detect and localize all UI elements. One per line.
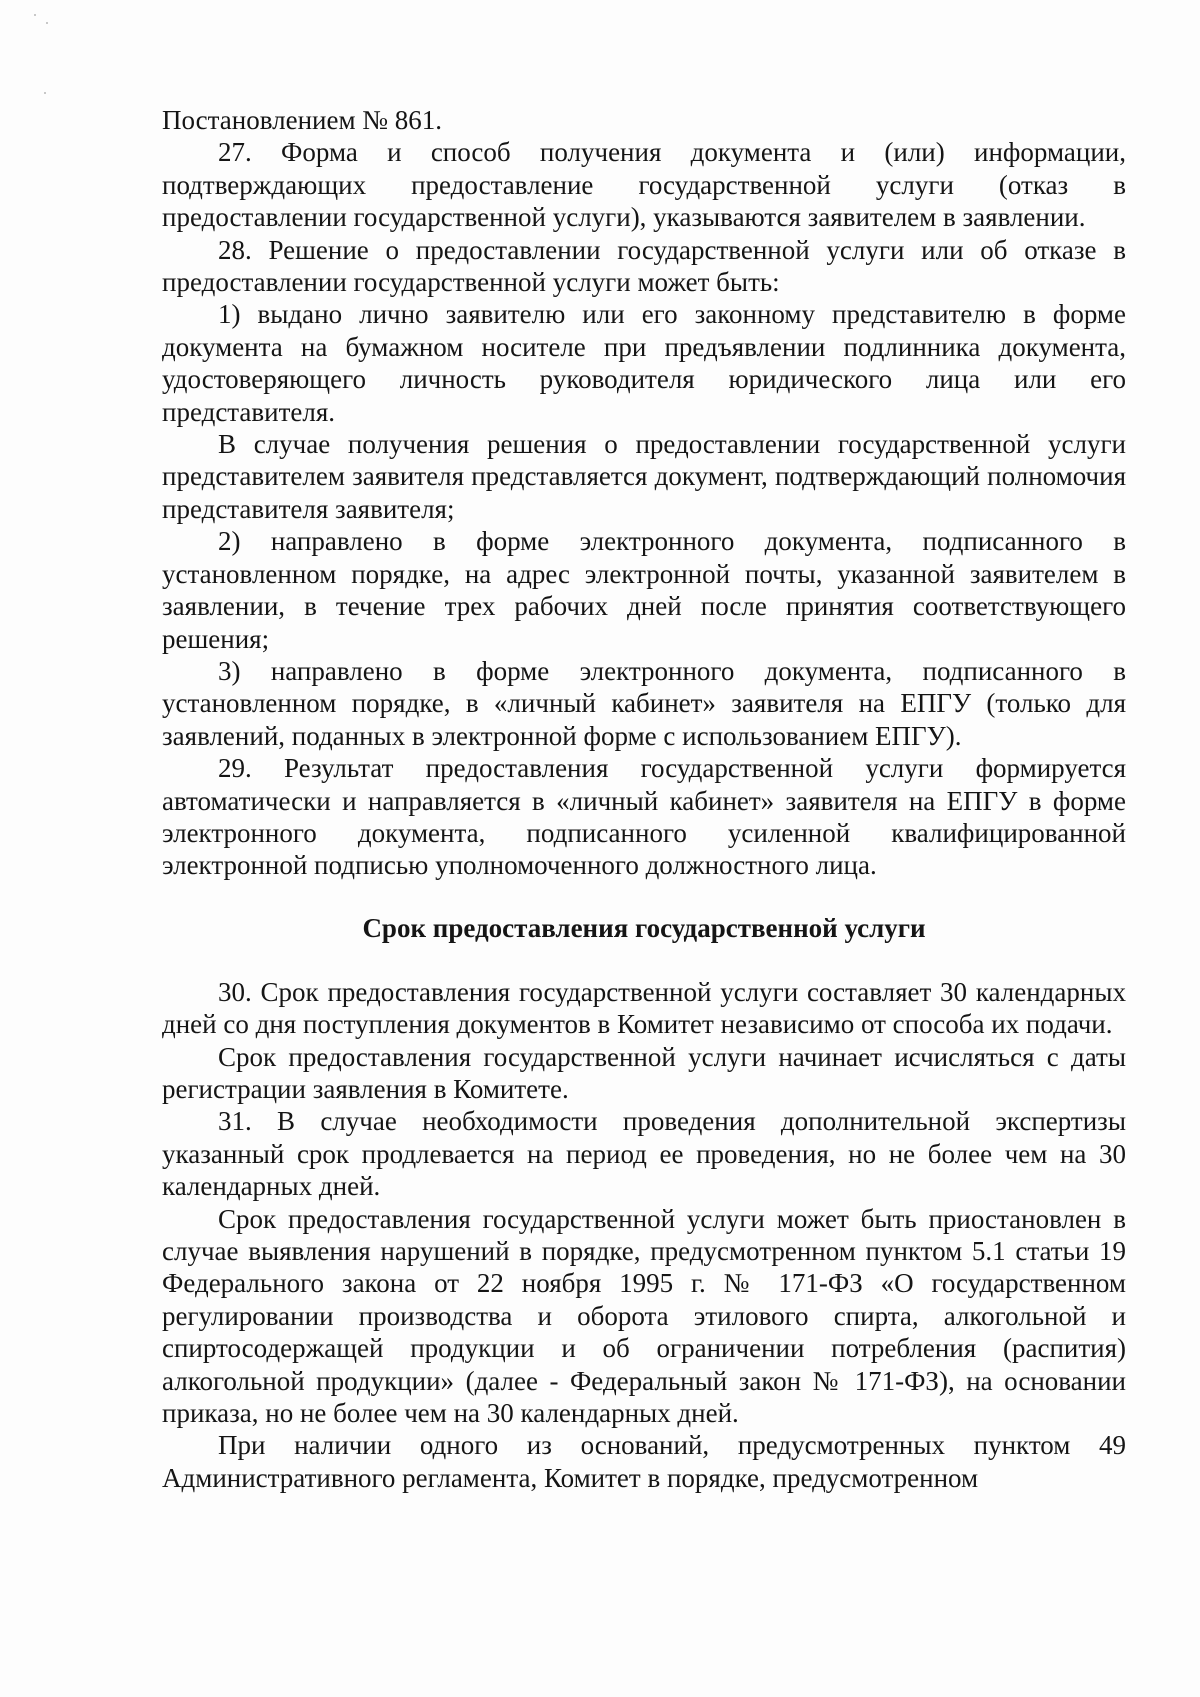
scan-speck	[34, 14, 36, 16]
paragraph: В случае получения решения о предоставлении государственной услуги представителем заявителя представляется документ, подтверждающий полномочия представителя заявителя;	[162, 429, 1126, 524]
scan-speck	[44, 92, 46, 94]
paragraph-subitem-3: 3) направлено в форме электронного документа, подписанного в установленном порядке, в «личный кабинет» заявителя на ЕПГУ (только для заявлений, поданных в электронной форме с использованием ЕПГУ).	[162, 655, 1126, 751]
paragraph-item-28: 28. Решение о предоставлении государственной услуги или об отказе в предоставлении государственной услуги может быть:	[162, 234, 1126, 298]
paragraph: Срок предоставления государственной услуги может быть приостановлен в случае выявления нарушений в порядке, предусмотренном пунктом 5.1 статьи 19 Федерального закона от 22 ноября 1995 г. № 171-ФЗ «О государственном регулировании производства и оборота этилового спирта, алкогольной и спиртосодержащей продукции и об ограничении потребления (распития) алкогольной продукции» (далее - Федеральный закон № 171-ФЗ), на основании приказа, но не более чем на 30 календарных дней.	[162, 1203, 1126, 1429]
paragraph: При наличии одного из оснований, предусмотренных пунктом 49 Административного регламента, Комитет в порядке, предусмотренном	[162, 1430, 1126, 1493]
paragraph-item-27: 27. Форма и способ получения документа и (или) информации, подтверждающих предоставление государственной услуги (отказ в предоставлении государственной услуги), указываются заявителем в заявлении.	[162, 137, 1126, 233]
paragraph-subitem-2: 2) направлено в форме электронного документа, подписанного в установленном порядке, на адрес электронной почты, указанной заявителем в заявлении, в течение трех рабочих дней после принятия соответствующего решения;	[162, 526, 1126, 654]
paragraph-item-30: 30. Срок предоставления государственной услуги составляет 30 календарных дней со дня поступления документов в Комитет независимо от способа их подачи.	[162, 976, 1126, 1040]
paragraph-subitem-1: 1) выдано лично заявителю или его законному представителю в форме документа на бумажном носителе при предъявлении подлинника документа, удостоверяющего личность руководителя юридического лица или его представителя.	[162, 299, 1126, 427]
scan-speck	[46, 22, 48, 24]
section-heading: Срок предоставления государственной услуги	[362, 912, 926, 943]
paragraph: Срок предоставления государственной услуги начинает исчисляться с даты регистрации заявления в Комитете.	[162, 1041, 1126, 1104]
paragraph: Постановлением № 861.	[162, 105, 443, 135]
document-body	[162, 104, 1126, 1494]
paragraph-item-29: 29. Результат предоставления государственной услуги формируется автоматически и направляется в «личный кабинет» заявителя на ЕПГУ в форме электронного документа, подписанного усиленной квалифицированной электронной подписью уполномоченного должностного лица.	[162, 753, 1126, 881]
paragraph-item-31: 31. В случае необходимости проведения дополнительной экспертизы указанный срок продлевается на период ее проведения, но не более чем на 30 календарных дней.	[162, 1106, 1126, 1202]
